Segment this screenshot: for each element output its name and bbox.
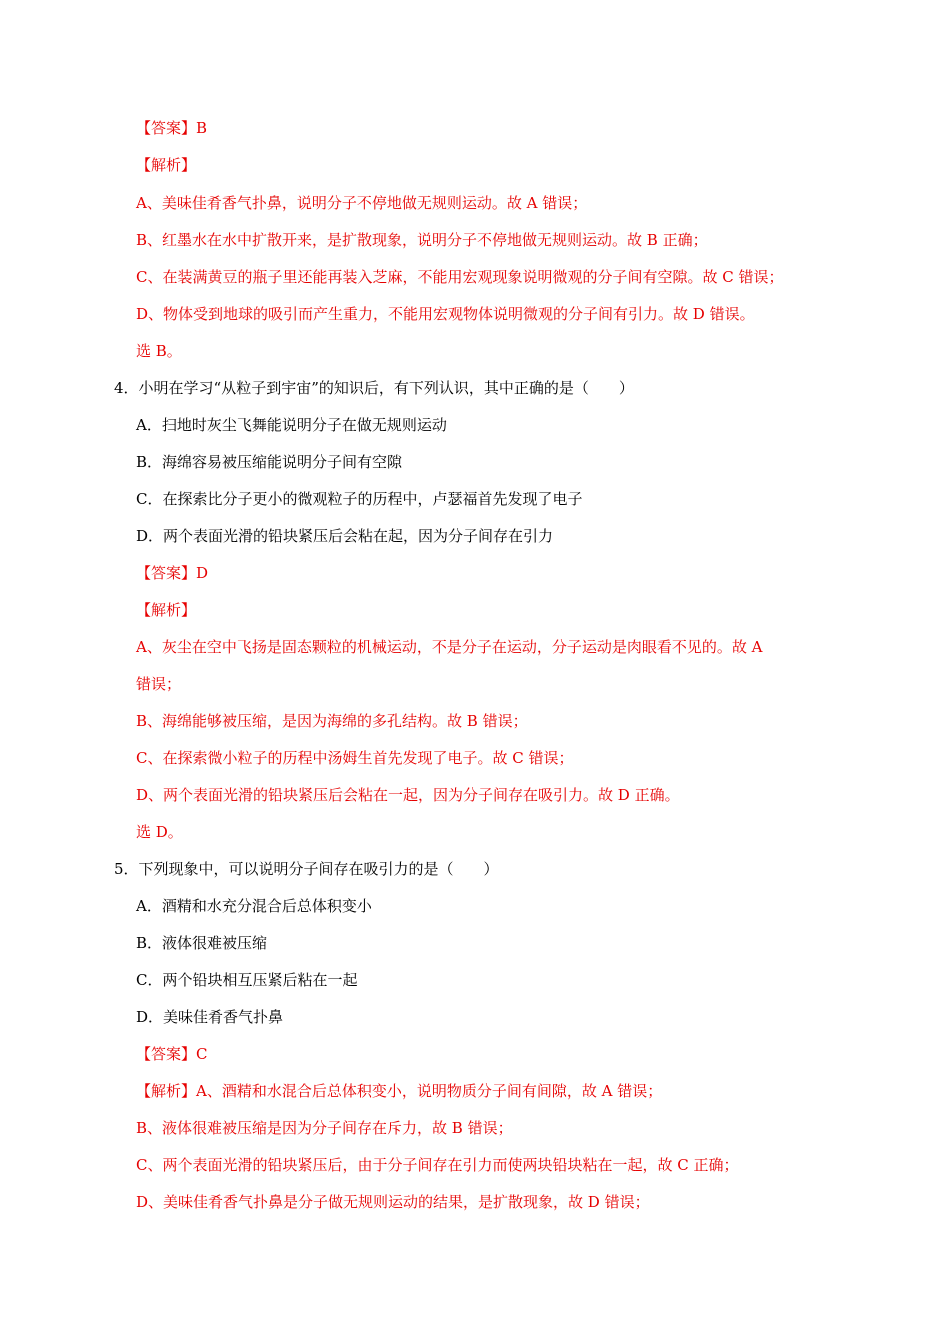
- q5-analysis-a: 【解析】A、酒精和水混合后总体积变小，说明物质分子间有间隙，故 A 错误；: [136, 1082, 663, 1100]
- q4-option-b: B．海绵容易被压缩能说明分子间有空隙: [136, 453, 403, 471]
- q3-analysis-c: C、在装满黄豆的瓶子里还能再装入芝麻，不能用宏观现象说明微观的分子间有空隙。故 C 错误；: [136, 268, 784, 286]
- q5-analysis-d: D、美味佳肴香气扑鼻是分子做无规则运动的结果，是扩散现象，故 D 错误；: [136, 1193, 650, 1211]
- q4-option-a: A．扫地时灰尘飞舞能说明分子在做无规则运动: [136, 416, 447, 434]
- q4-analysis-b: B、海绵能够被压缩，是因为海绵的多孔结构。故 B 错误；: [136, 712, 528, 730]
- q3-analysis-b: B、红墨水在水中扩散开来，是扩散现象，说明分子不停地做无规则运动。故 B 正确；: [136, 231, 708, 249]
- q5-answer: 【答案】C: [136, 1045, 208, 1063]
- q5-option-b: B．液体很难被压缩: [136, 934, 268, 952]
- q5-stem: 5．下列现象中，可以说明分子间存在吸引力的是（ ）: [114, 860, 499, 878]
- q3-analysis-d: D、物体受到地球的吸引而产生重力，不能用宏观物体说明微观的分子间有引力。故 D 错误。: [136, 305, 755, 323]
- q5-analysis-b: B、液体很难被压缩是因为分子间存在斥力，故 B 错误；: [136, 1119, 513, 1137]
- q3-choice: 选 B。: [136, 342, 182, 360]
- q4-answer: 【答案】D: [136, 564, 209, 582]
- q5-option-c: C．两个铅块相互压紧后粘在一起: [136, 971, 358, 989]
- q4-choice: 选 D。: [136, 823, 183, 841]
- q3-analysis-a: A、美味佳肴香气扑鼻，说明分子不停地做无规则运动。故 A 错误；: [136, 194, 588, 212]
- q5-analysis-c: C、两个表面光滑的铅块紧压后，由于分子间存在引力而使两块铅块粘在一起，故 C 正确；: [136, 1156, 739, 1174]
- q3-analysis-label: 【解析】: [136, 156, 197, 174]
- q4-analysis-a-cont: 错误；: [136, 675, 182, 693]
- q4-analysis-d: D、两个表面光滑的铅块紧压后会粘在一起，因为分子间存在吸引力。故 D 正确。: [136, 786, 680, 804]
- q4-analysis-label: 【解析】: [136, 601, 197, 619]
- q4-option-d: D．两个表面光滑的铅块紧压后会粘在起，因为分子间存在引力: [136, 527, 554, 545]
- q3-answer: 【答案】B: [136, 119, 208, 137]
- q4-analysis-a: A、灰尘在空中飞扬是固态颗粒的机械运动，不是分子在运动，分子运动是肉眼看不见的。故 A: [136, 638, 763, 656]
- q5-option-a: A．酒精和水充分混合后总体积变小: [136, 897, 372, 915]
- q5-option-d: D．美味佳肴香气扑鼻: [136, 1008, 284, 1026]
- q4-option-c: C．在探索比分子更小的微观粒子的历程中，卢瑟福首先发现了电子: [136, 490, 583, 508]
- q4-analysis-c: C、在探索微小粒子的历程中汤姆生首先发现了电子。故 C 错误；: [136, 749, 574, 767]
- q4-stem: 4．小明在学习“从粒子到宇宙”的知识后，有下列认识，其中正确的是（ ）: [114, 379, 634, 397]
